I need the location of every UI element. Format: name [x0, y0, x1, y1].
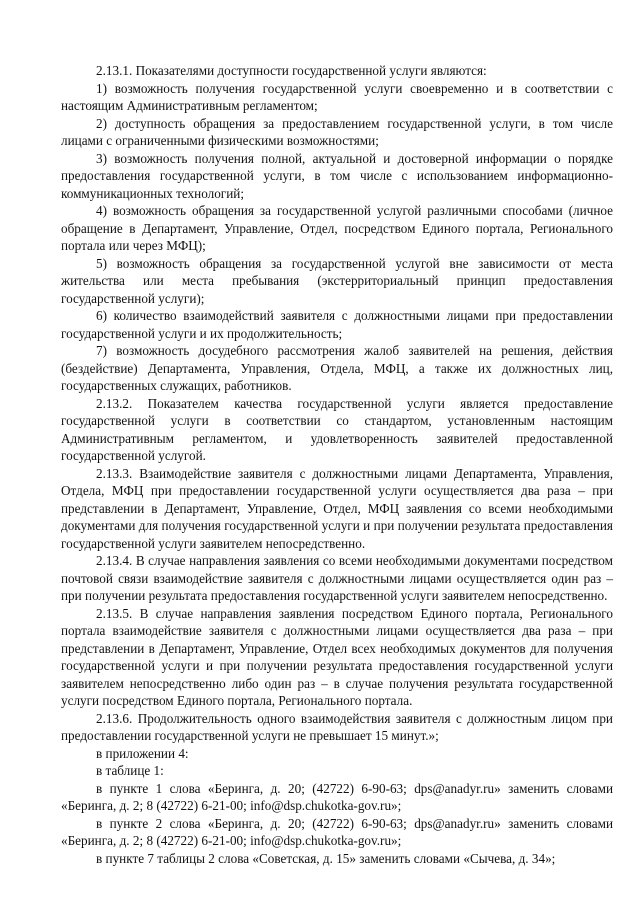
list-item-6: 6) количество взаимодействий заявителя с должностными лицами при предоставлении государственной услуги и их продолжительность;: [61, 308, 613, 341]
list-item-3: 3) возможность получения полной, актуальной и достоверной информации о порядке предоставления государственной услуги, в том числе с использованием информационно-коммуникационных технологий;: [61, 150, 613, 201]
list-item-1: 1) возможность получения государственной услуги своевременно и в соответствии с настоящим Административным регламентом;: [61, 80, 613, 113]
paragraph-2-13-4: 2.13.4. В случае направления заявления со всеми необходимыми документами посредством почтовой связи взаимодействие заявителя с должностными лицами осуществляется один раз – при получении результата предоставления государственной услуги заявителем непосредственно.: [61, 553, 613, 603]
paragraph-appendix-4: в приложении 4:: [96, 745, 189, 761]
paragraph-2-13-1: 2.13.1. Показателями доступности государственной услуги являются:: [96, 63, 487, 78]
paragraph-2-13-2: 2.13.2. Показателем качества государственной услуги является предоставление государственной услуги в соответствии со стандартом, установленным настоящим Административным регламентом, и удовлетворенность заявителей предоставленной государственной услугой.: [61, 395, 613, 463]
list-item-7: 7) возможность досудебного рассмотрения жалоб заявителей на решения, действия (бездействие) Департамента, Управления, Отдела, МФЦ, а также их должностных лиц, государственных служащих, работников.: [61, 343, 613, 393]
list-item-5: 5) возможность обращения за государственной услугой вне зависимости от места жительства или места пребывания (экстерриториальный принцип предоставления государственной услуги);: [61, 255, 613, 306]
paragraph-2-13-3: 2.13.3. Взаимодействие заявителя с должностными лицами Департамента, Управления, Отдела, МФЦ при предоставлении государственной услуги осуществляется два раза – при представлении в Департамент, Управление, Отдел, МФЦ заявления со всеми необходимыми документами для получения государственной услуги и при получении результата предоставления государственной услуги заявителем непосредственно.: [61, 465, 613, 551]
paragraph-2-13-6: 2.13.6. Продолжительность одного взаимодействия заявителя с должностным лицом при предоставлении государственной услуги не превышает 15 минут.»;: [61, 710, 613, 743]
paragraph-item-7: в пункте 7 таблицы 2 слова «Советская, д. 15» заменить словами «Сычева, д. 34»;: [96, 850, 556, 866]
list-item-4: 4) возможность обращения за государственной услугой различными способами (личное обращение в Департамент, Управление, Отдел, посредством Единого портала, Регионального портала или через МФЦ);: [61, 203, 613, 253]
paragraph-item-1: в пункте 1 слова «Беринга, д. 20; (42722) 6-90-63; dps@anadyr.ru» заменить словами «Беринга, д. 2; 8 (42722) 6-21-00; info@dsp.chukotka-gov.ru»;: [61, 780, 613, 813]
paragraph-table-1: в таблице 1:: [96, 763, 164, 778]
paragraph-item-2: в пункте 2 слова «Беринга, д. 20; (42722) 6-90-63; dps@anadyr.ru» заменить словами «Беринга, д. 2; 8 (42722) 6-21-00; info@dsp.chukotka-gov.ru»;: [61, 815, 613, 848]
document-page: [61, 62, 613, 867]
list-item-2: 2) доступность обращения за предоставлением государственной услуги, в том числе лицами с ограниченными физическими возможностями;: [61, 115, 613, 148]
paragraph-2-13-5: 2.13.5. В случае направления заявления посредством Единого портала, Регионального портала взаимодействие заявителя с должностными лицами осуществляется два раза – при представлении в Департамент, Управление, Отдел всех необходимых документов для получения государственной услуги и при получении результата предоставления государственной услуги заявителем непосредственно либо один раз – в случае получения результата государственной услуги посредством Единого портала, Регионального портала.: [61, 605, 613, 708]
